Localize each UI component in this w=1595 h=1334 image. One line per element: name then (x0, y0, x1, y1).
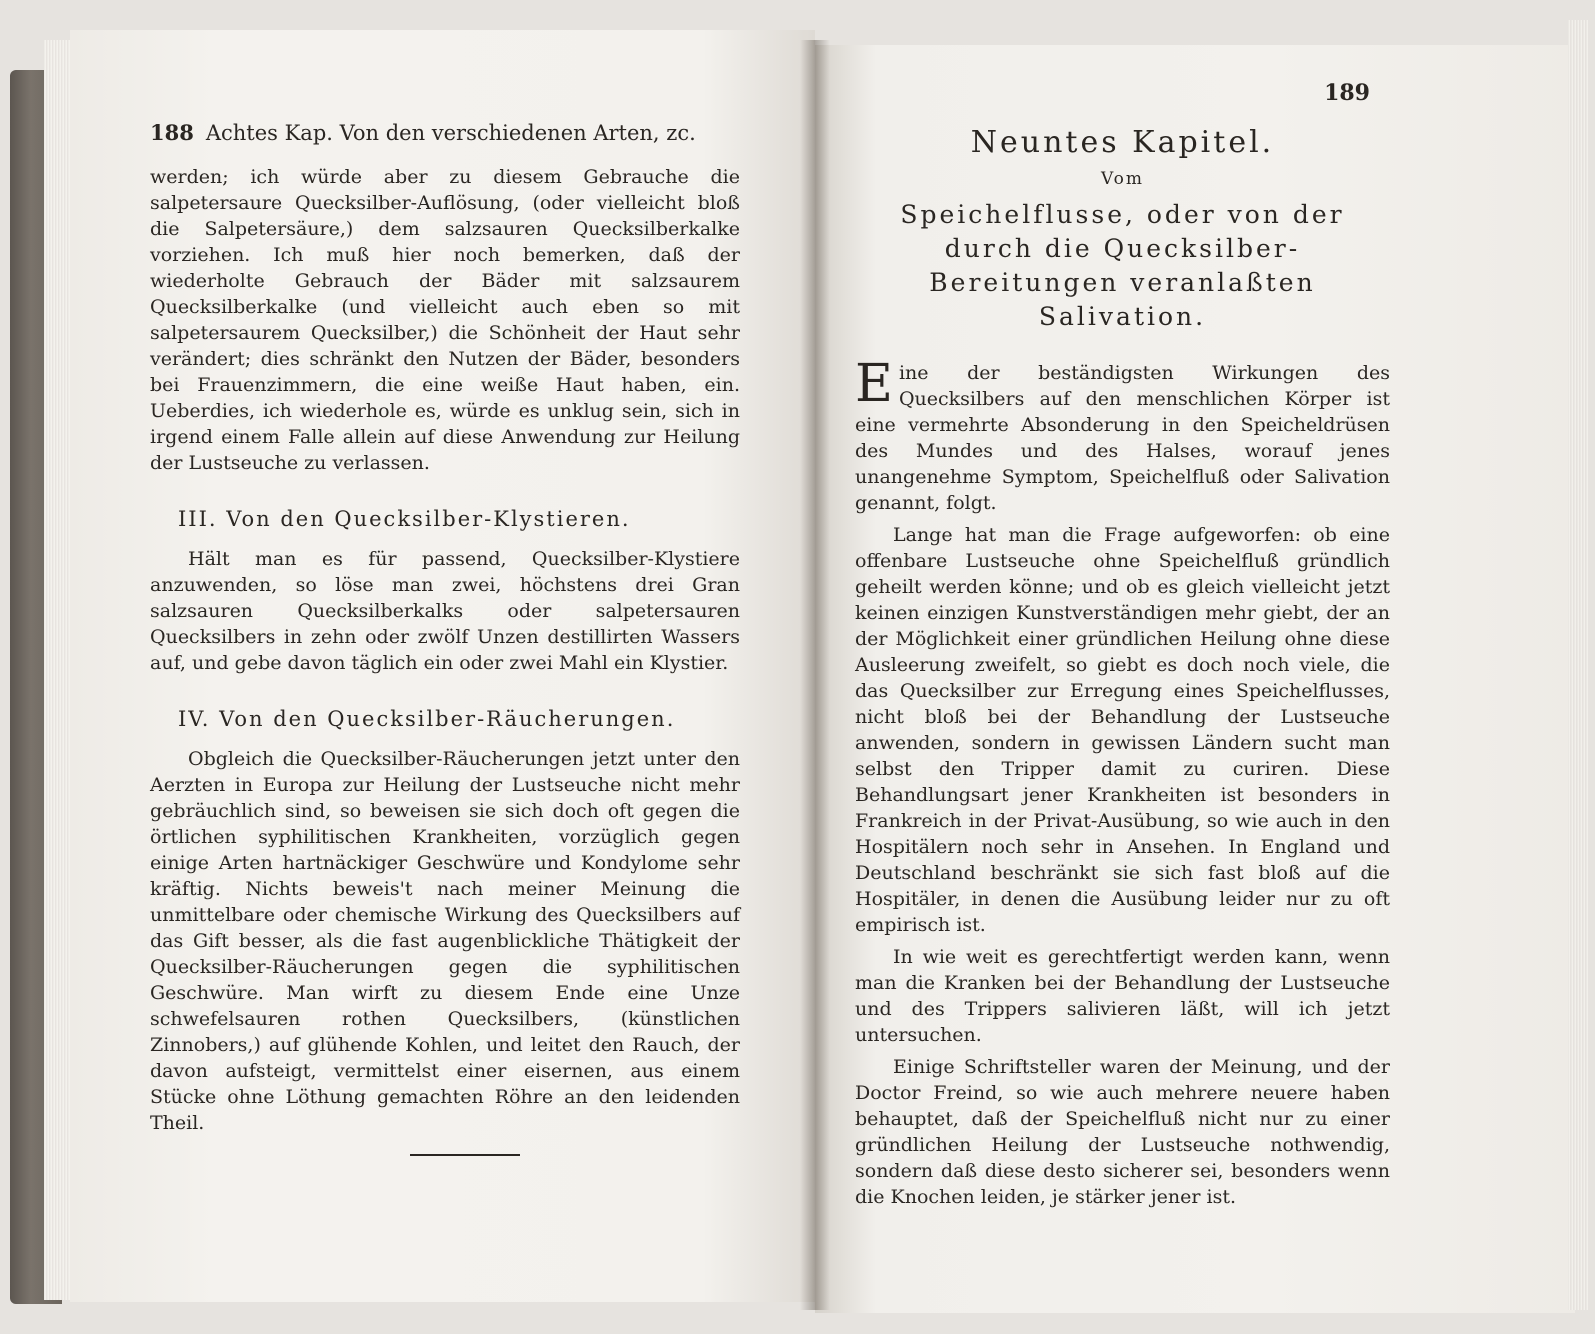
chapter-vom: Vom (1100, 169, 1145, 189)
book-gutter (800, 40, 830, 1310)
left-running-title: Achtes Kap. Von den verschiedenen Arten, zc. (205, 121, 696, 145)
left-paragraph-2: Hält man es für passend, Quecksilber-Klystiere anzuwenden, so löse man zwei, höchstens drei Gran salzsauren Quecksilberkalks oder salpetersauren Quecksilbers in zehn oder zwölf Unzen destillirten Wassers auf, und gebe davon täglich ein oder zwei Mahl ein Klystier. (150, 548, 740, 674)
right-paragraph-1 (855, 354, 1390, 516)
chapter-title: Neuntes Kapitel. (970, 125, 1275, 160)
left-page-number: 188 (150, 120, 194, 145)
left-paragraph-3: Obgleich die Quecksilber-Räucherungen jetzt unter den Aerzten in Europa zur Heilung der Lustseuche nicht mehr gebräuchlich sind, so beweisen sie sich doch oft gegen die örtlichen syphilitischen Krankheiten, vorzüglich gegen einige Arten hartnäckiger Geschwüre und Kondylome sehr kräftig. Nichts beweis't nach meiner Meinung die unmittelbare oder chemische Wirkung des Quecksilbers auf das Gift besser, als die fast augenblickliche Thätigkeit der Quecksilber-Räucherungen gegen die syphilitischen Geschwüre. Man wirft zu diesem Ende eine Unze schwefelsauren rothen Quecksilbers, (künstlichen Zinnobers,) auf glühende Kohlen, und leitet den Rauch, der davon aufsteigt, vermittelst einer eisernen, aus einem Stücke ohne Löthung gemachten Röhre an den leidenden Theil. (150, 748, 740, 1134)
left-paragraph-1: werden; ich würde aber zu diesem Gebrauche die salpetersaure Quecksilber-Auflösung, (oder vielleicht bloß die Salpetersäure,) dem salzsauren Quecksilberkalke vorziehen. Ich muß hier noch bemerken, daß der wiederholte Gebrauch der Bäder mit salzsaurem Quecksilberkalke (und vielleicht auch eben so mit salpetersaurem Quecksilber,) die Schönheit der Haut sehr verändert; dies schränkt den Nutzen der Bäder, besonders bei Frauenzimmern, die eine weiße Haut haben, ein. Ueberdies, ich wiederhole es, würde es unklug sein, sich in irgend einem Falle allein auf diese Anwendung zur Heilung der Lustseuche zu verlassen. (150, 166, 740, 474)
right-paragraph-2: Lange hat man die Frage aufgeworfen: ob eine offenbare Lustseuche ohne Speichelfluß gründlich geheilt werden könne; und ob es gleich vielleicht jetzt keinen einzigen Kunstverständigen mehr giebt, der an der Möglichkeit einer gründlichen Heilung ohne diese Ausleerung zweifelt, so giebt es doch noch viele, die das Quecksilber zur Erregung eines Speichelflusses, nicht bloß bei der Behandlung der Lustseuche anwenden, sondern in gewissen Ländern sucht man selbst den Tripper damit zu curiren. Diese Behandlungsart jener Krankheiten ist besonders in Frankreich in der Privat-Ausübung, so wie auch in den Hospitälern noch sehr in Ansehen. In England und Deutschland beschränkt sie sich fast bloß auf die Hospitäler, in denen die Ausübung leider nur zu oft empirisch ist. (855, 524, 1390, 936)
section-heading-iv: IV. Von den Quecksilber-Räucherungen. (178, 707, 676, 731)
right-paragraph-3: In wie weit es gerechtfertigt werden kann, wenn man die Kranken bei der Behandlung der Lustseuche und des Trippers salivieren läßt, will ich jetzt untersuchen. (855, 946, 1390, 1046)
right-paragraph-4: Einige Schriftsteller waren der Meinung, und der Doctor Freind, so wie auch mehrere neuere haben behauptet, daß der Speichelfluß nicht nur zu einer gründlichen Heilung der Lustseuche nothwendig, sondern daß diese desto sicherer sei, besonders wenn die Knochen leiden, je stärker jener ist. (855, 1056, 1390, 1208)
section-heading-iii: III. Von den Quecksilber-Klystieren. (178, 507, 631, 531)
right-page-text (855, 80, 1390, 1210)
right-page-edges (1568, 20, 1588, 1310)
right-page-number: 189 (1324, 80, 1370, 106)
left-page-text (150, 120, 740, 1156)
right-paragraph-1-text: ine der beständigsten Wirkungen des Quecksilbers auf den menschlichen Körper ist eine vermehrte Absonderung in den Speicheldrüsen des Mundes und des Halses, worauf jenes unangenehme Symptom, Speichelfluß oder Salivation genannt, folgt. (855, 362, 1390, 514)
drop-cap: E (855, 354, 893, 414)
closing-rule (410, 1154, 520, 1156)
chapter-subtitle: Speichelflusse, oder von der durch die Quecksilber-Bereitungen veranlaßten Salivation. (900, 200, 1345, 331)
left-running-head (150, 120, 740, 146)
